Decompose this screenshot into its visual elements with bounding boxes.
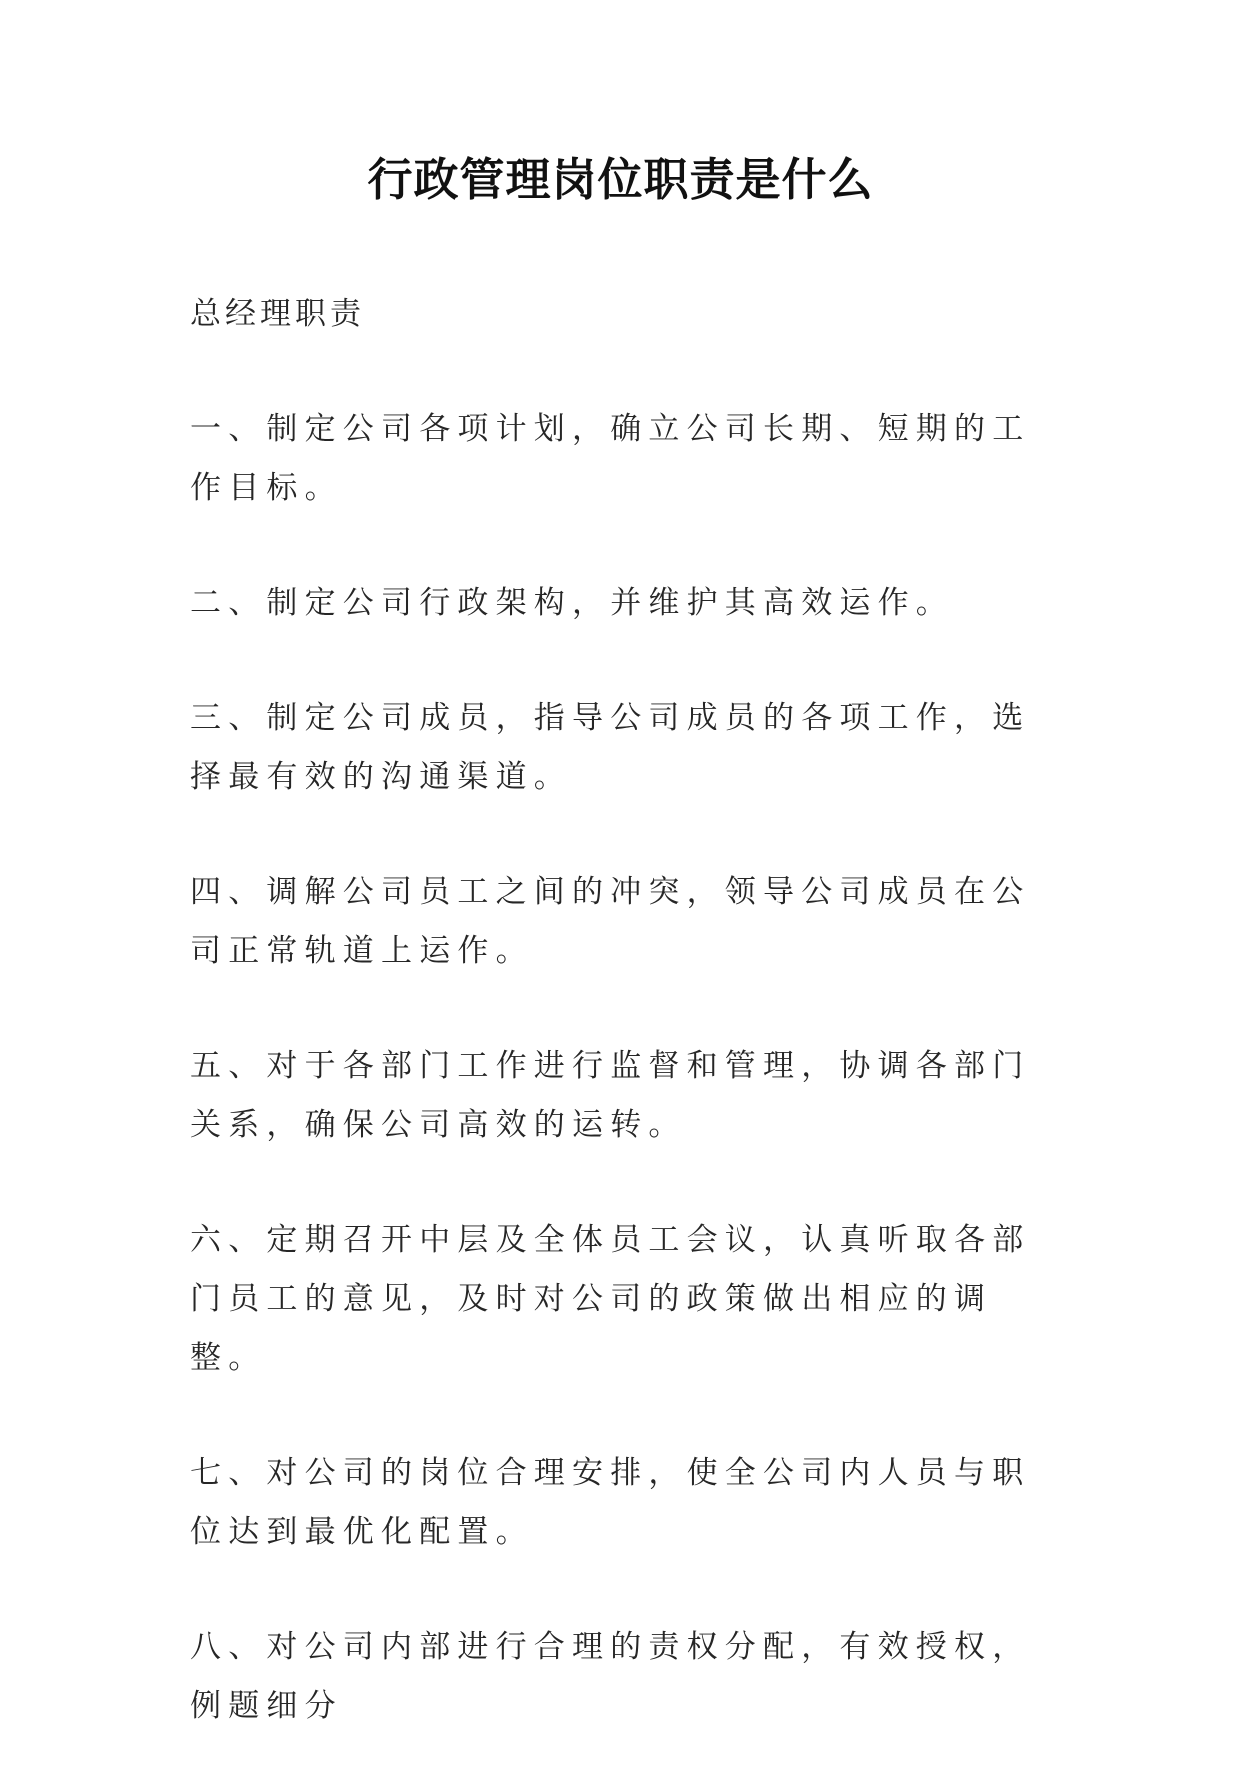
paragraph: 三、制定公司成员，指导公司成员的各项工作，选择最有效的沟通渠道。 bbox=[190, 700, 1031, 795]
document-title: 行政管理岗位职责是什么 bbox=[367, 153, 874, 206]
paragraph: 七、对公司的岗位合理安排，使全公司内人员与职位达到最优化配置。 bbox=[190, 1455, 1031, 1550]
paragraph: 五、对于各部门工作进行监督和管理，协调各部门关系，确保公司高效的运转。 bbox=[190, 1048, 1031, 1143]
paragraph: 四、调解公司员工之间的冲突，领导公司成员在公司正常轨道上运作。 bbox=[190, 874, 1031, 969]
paragraph: 一、制定公司各项计划，确立公司长期、短期的工作目标。 bbox=[190, 411, 1031, 506]
paragraph: 六、定期召开中层及全体员工会议，认真听取各部门员工的意见，及时对公司的政策做出相应的调整。 bbox=[190, 1222, 1031, 1376]
document-body bbox=[190, 285, 1060, 1792]
paragraph: 二、制定公司行政架构，并维护其高效运作。 bbox=[190, 585, 954, 621]
paragraph: 八、对公司内部进行合理的责权分配，有效授权，例题细分 bbox=[190, 1629, 1031, 1724]
section-heading: 总经理职责 bbox=[190, 296, 365, 332]
